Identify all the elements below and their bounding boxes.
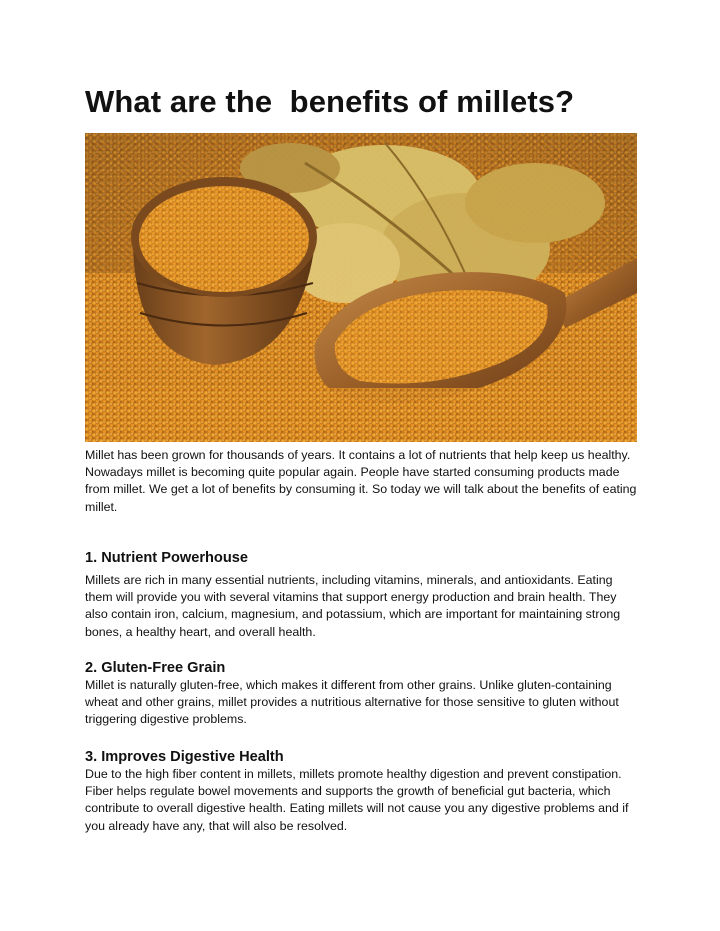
intro-paragraph: Millet has been grown for thousands of years. It contains a lot of nutrients that help keep us healthy. Nowadays millet is becoming quite popular again. People have started consuming products made from millet. We get a lot of benefits by consuming it. So today we will talk about the benefits of eating millet.	[85, 448, 637, 514]
section-nutrient-powerhouse	[85, 550, 637, 641]
section-body: Millets are rich in many essential nutrients, including vitamins, minerals, and antioxidants. Eating them will provide you with several vitamins that support energy production and brain health. They also contain iron, calcium, magnesium, and potassium, which are important for maintaining strong bones, a healthy heart, and overall health.	[85, 573, 621, 639]
hero-image	[85, 133, 637, 442]
section-heading: 1. Nutrient Powerhouse	[85, 550, 248, 566]
page-title: What are the benefits of millets?	[85, 84, 575, 119]
section-body: Due to the high fiber content in millets, millets promote healthy digestion and prevent constipation. Fiber helps regulate bowel movements and supports the growth of beneficial gut bacteria, which contribute to overall digestive health. Eating millets will not cause you any digestive problems and if you already have any, that will also be resolved.	[85, 767, 629, 833]
section-heading: 3. Improves Digestive Health	[85, 749, 284, 765]
section-digestive-health	[85, 749, 637, 835]
section-heading: 2. Gluten-Free Grain	[85, 660, 226, 676]
section-gluten-free-grain	[85, 660, 637, 729]
section-body: Millet is naturally gluten-free, which makes it different from other grains. Unlike gluten-containing wheat and other grains, millet provides a nutritious alternative for those sensitive to gluten without triggering digestive problems.	[85, 678, 619, 727]
